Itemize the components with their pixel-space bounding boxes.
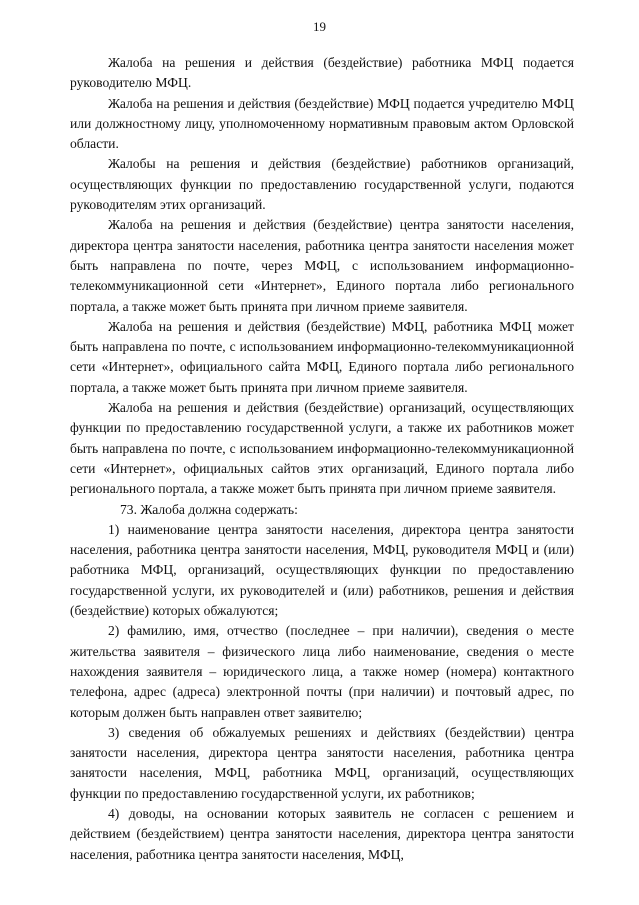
list-item-4: 4) доводы, на основании которых заявитель не согласен с решением и действием (бездействием) центра занятости населения, директора центра занятости населения, работника центра занятости населения, МФЦ,: [70, 805, 574, 862]
paragraph-complaint-organizations-submission: Жалоба на решения и действия (бездействие) организаций, осуществляющих функции по предоставлению государственной услуги, а также их работников может быть направлена по почте, с использованием информационно-телекоммуникационной сети «Интернет», официальных сайтов этих организаций, Единого портала либо регионального портала, а также может быть принята при личном приеме заявителя.: [70, 400, 574, 497]
paragraph-complaint-mfc: Жалоба на решения и действия (бездействие) МФЦ подается учредителю МФЦ или должностному лицу, уполномоченному нормативным правовым актом Орловской области.: [70, 95, 574, 152]
paragraph-complaint-mfc-submission: Жалоба на решения и действия (бездействие) МФЦ, работника МФЦ может быть направлена по почте, с использованием информационно-телекоммуникационной сети «Интернет», официального сайта МФЦ, Единого портала либо регионального портала, а также может быть принята при личном приеме заявителя.: [70, 318, 574, 395]
page-number: 19: [313, 19, 326, 34]
paragraph-complaint-employment-center: Жалоба на решения и действия (бездействие) центра занятости населения, директора центра занятости населения, работника центра занятости населения может быть направлена по почте, через МФЦ, с использованием информационно-телекоммуникационной сети «Интернет», Единого портала либо регионального портала, а также может быть принята при личном приеме заявителя.: [70, 217, 574, 314]
paragraph-complaint-organization-workers: Жалобы на решения и действия (бездействие) работников организаций, осуществляющих функции по предоставлению государственной услуги, подаются руководителям этих организаций.: [70, 156, 574, 213]
paragraph-section-73: 73. Жалоба должна содержать:: [120, 501, 298, 517]
document-body: [70, 53, 574, 865]
list-item-1: 1) наименование центра занятости населения, директора центра занятости населения, работника центра занятости населения, МФЦ, руководителя МФЦ и (или) работника МФЦ, организаций, осуществляющих функции по предоставлению государственной услуги, их руководителей и (или) работников, решения и действия (бездействие) которых обжалуются;: [70, 521, 574, 619]
list-item-2: 2) фамилию, имя, отчество (последнее – при наличии), сведения о месте жительства заявителя – физического лица либо наименование, сведения о месте нахождения заявителя – юридического лица, а также номер (номера) контактного телефона, адрес (адреса) электронной почты (при наличии) и почтовый адрес, по которым должен быть направлен ответ заявителю;: [70, 623, 574, 720]
paragraph-complaint-mfc-worker: Жалоба на решения и действия (бездействие) работника МФЦ подается руководителю МФЦ.: [70, 55, 574, 91]
list-item-3: 3) сведения об обжалуемых решениях и действиях (бездействии) центра занятости населения, директора центра занятости населения, работника центра занятости населения, МФЦ, работника МФЦ, организаций, осуществляющих функции по предоставлению государственной услуги, их работников;: [70, 724, 574, 801]
